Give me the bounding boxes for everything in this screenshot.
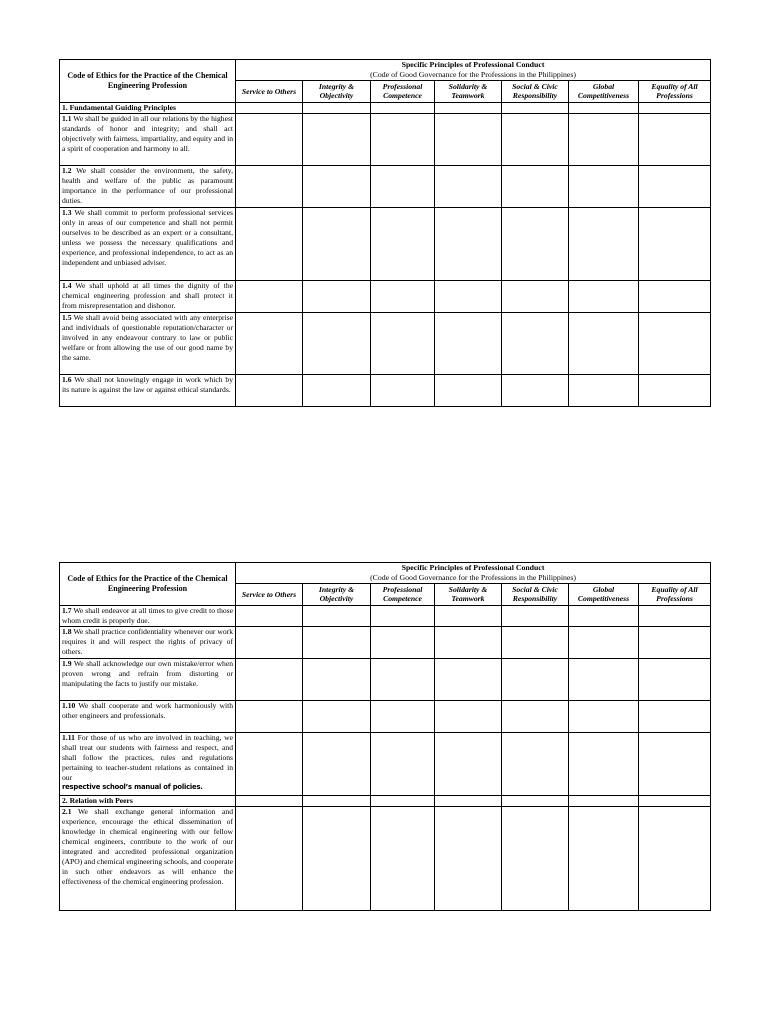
principle-number: 1.2 bbox=[62, 165, 72, 175]
checkbox-cell[interactable] bbox=[371, 207, 435, 280]
principle-cell bbox=[60, 732, 236, 795]
principle-cell bbox=[60, 605, 236, 626]
checkbox-cell[interactable] bbox=[569, 312, 639, 374]
column-header: Solidarity & Teamwork bbox=[435, 583, 502, 605]
checkbox-cell[interactable] bbox=[236, 700, 303, 732]
checkbox-cell[interactable] bbox=[639, 280, 711, 312]
principle-cell bbox=[60, 658, 236, 700]
checkbox-cell[interactable] bbox=[303, 113, 371, 165]
checkbox-cell[interactable] bbox=[236, 374, 303, 406]
checkbox-cell[interactable] bbox=[236, 732, 303, 795]
principle-number: 1.4 bbox=[62, 280, 72, 290]
checkbox-cell[interactable] bbox=[303, 207, 371, 280]
checkbox-cell[interactable] bbox=[303, 732, 371, 795]
checkbox-cell[interactable] bbox=[639, 312, 711, 374]
principle-text: We shall endeavor at all times to give credit to those whom credit is properly due. bbox=[62, 605, 234, 625]
ethics-table-2 bbox=[59, 562, 711, 911]
principle-number: 1.10 bbox=[62, 700, 76, 710]
checkbox-cell[interactable] bbox=[435, 700, 502, 732]
checkbox-cell[interactable] bbox=[502, 700, 569, 732]
principle-cell bbox=[60, 207, 236, 280]
column-header: Integrity & Objectivity bbox=[303, 583, 371, 605]
checkbox-cell[interactable] bbox=[236, 207, 303, 280]
checkbox-cell[interactable] bbox=[303, 626, 371, 658]
ethics-table-1 bbox=[59, 59, 711, 407]
principle-text: We shall uphold at all times the dignity of the chemical engineering profession and shall protect it from misrepresentation and dishonor. bbox=[62, 280, 234, 310]
checkbox-cell[interactable] bbox=[435, 165, 502, 207]
principle-text: We shall cooperate and work harmoniously with other engineers and professionals. bbox=[62, 700, 233, 720]
principle-cell bbox=[60, 312, 236, 374]
checkbox-cell[interactable] bbox=[371, 280, 435, 312]
checkbox-cell[interactable] bbox=[236, 113, 303, 165]
section-title: 1. Fundamental Guiding Principles bbox=[60, 102, 236, 113]
column-header: Integrity & Objectivity bbox=[303, 80, 371, 102]
principle-text: We shall exchange general information and experience, encourage the ethical dissemination of knowledge in chemical engineering with our fellow chemical engineers, contribute to the work of our integrated and accredited professional organization (APO) and chemical engineering schools, and cooperate in such other endeavors as will enhance the effectiveness of the chemical engineering profession. bbox=[62, 806, 234, 887]
checkbox-cell[interactable] bbox=[569, 605, 639, 626]
checkbox-cell[interactable] bbox=[502, 113, 569, 165]
checkbox-cell[interactable] bbox=[435, 280, 502, 312]
checkbox-cell[interactable] bbox=[569, 732, 639, 795]
checkbox-cell[interactable] bbox=[502, 732, 569, 795]
column-header: Social & Civic Responsibility bbox=[502, 80, 569, 102]
checkbox-cell[interactable] bbox=[435, 312, 502, 374]
column-header: Global Competitiveness bbox=[569, 80, 639, 102]
checkbox-cell[interactable] bbox=[435, 207, 502, 280]
principle-text: We shall practice confidentiality whenever our work requires it and will respect the rights of privacy of others. bbox=[62, 626, 234, 656]
principle-text: For those of us who are involved in teaching, we shall treat our students with fairness and respect, and shall follow the practices, rules and regulations pertaining to teacher-student relations as contained in our bbox=[62, 732, 233, 783]
checkbox-cell[interactable] bbox=[569, 165, 639, 207]
checkbox-cell[interactable] bbox=[639, 165, 711, 207]
checkbox-cell[interactable] bbox=[435, 626, 502, 658]
principle-number: 1.5 bbox=[62, 312, 72, 322]
principle-cell bbox=[60, 165, 236, 207]
principle-cell bbox=[60, 700, 236, 732]
principle-cell bbox=[60, 280, 236, 312]
principle-number: 1.7 bbox=[62, 605, 72, 615]
principle-cell bbox=[60, 374, 236, 406]
principle-number: 1.1 bbox=[62, 113, 72, 123]
principles-subtitle: (Code of Good Governance for the Professions in the Philippines) bbox=[370, 572, 576, 582]
checkbox-cell[interactable] bbox=[303, 374, 371, 406]
column-header: Equality of All Professions bbox=[639, 80, 711, 102]
checkbox-cell[interactable] bbox=[236, 605, 303, 626]
column-header: Global Competitiveness bbox=[569, 583, 639, 605]
column-header: Service to Others bbox=[236, 80, 303, 102]
principles-title: Specific Principles of Professional Conduct bbox=[401, 563, 545, 572]
checkbox-cell[interactable] bbox=[371, 113, 435, 165]
checkbox-cell[interactable] bbox=[502, 374, 569, 406]
checkbox-cell[interactable] bbox=[236, 626, 303, 658]
principles-title: Specific Principles of Professional Conduct bbox=[401, 60, 545, 69]
column-header: Equality of All Professions bbox=[639, 583, 711, 605]
checkbox-cell[interactable] bbox=[303, 806, 371, 910]
checkbox-cell[interactable] bbox=[569, 113, 639, 165]
principle-number: 1.8 bbox=[62, 626, 72, 636]
checkbox-cell[interactable] bbox=[639, 732, 711, 795]
checkbox-cell[interactable] bbox=[502, 165, 569, 207]
checkbox-cell[interactable] bbox=[569, 700, 639, 732]
principle-number: 1.3 bbox=[62, 207, 72, 217]
checkbox-cell[interactable] bbox=[435, 605, 502, 626]
checkbox-cell[interactable] bbox=[371, 732, 435, 795]
checkbox-cell[interactable] bbox=[502, 626, 569, 658]
checkbox-cell[interactable] bbox=[569, 207, 639, 280]
checkbox-cell[interactable] bbox=[236, 658, 303, 700]
checkbox-cell[interactable] bbox=[639, 605, 711, 626]
checkbox-cell[interactable] bbox=[435, 732, 502, 795]
checkbox-cell[interactable] bbox=[569, 806, 639, 910]
checkbox-cell[interactable] bbox=[236, 806, 303, 910]
checkbox-cell[interactable] bbox=[303, 700, 371, 732]
principle-cell bbox=[60, 806, 236, 910]
checkbox-cell[interactable] bbox=[371, 806, 435, 910]
principle-text: We shall commit to perform professional services only in areas of our competence and shall not permit ourselves to be described as an expert or a consultant, unless we possess the necessary qualifications and experience, and professional independence, to act as an independent and unbiased adviser. bbox=[62, 207, 233, 268]
section-title: 2. Relation with Peers bbox=[60, 795, 236, 806]
checkbox-cell[interactable] bbox=[435, 806, 502, 910]
column-header: Professional Competence bbox=[371, 583, 435, 605]
principle-text: We shall avoid being associated with any enterprise and individuals of questionable reputation/character or involved in any endeavour contrary to law or public welfare or from allowing the use of our good name by the same. bbox=[62, 312, 233, 363]
checkbox-cell[interactable] bbox=[639, 374, 711, 406]
column-header: Professional Competence bbox=[371, 80, 435, 102]
checkbox-cell[interactable] bbox=[639, 113, 711, 165]
checkbox-cell[interactable] bbox=[569, 280, 639, 312]
checkbox-cell[interactable] bbox=[371, 312, 435, 374]
principles-heading bbox=[236, 60, 711, 81]
checkbox-cell[interactable] bbox=[371, 700, 435, 732]
principle-text: We shall acknowledge our own mistake/error when proven wrong and refrain from distorting or manipulating the facts to justify our mistake. bbox=[62, 658, 234, 688]
checkbox-cell[interactable] bbox=[435, 374, 502, 406]
principle-cell bbox=[60, 113, 236, 165]
checkbox-cell[interactable] bbox=[639, 806, 711, 910]
checkbox-cell[interactable] bbox=[569, 658, 639, 700]
checkbox-cell[interactable] bbox=[502, 207, 569, 280]
checkbox-cell[interactable] bbox=[303, 605, 371, 626]
principle-text: We shall be guided in all our relations by the highest standards of honor and integrity; and shall act objectively with fairness, impartiality, and equity and in a spirit of cooperation and harmony to all. bbox=[62, 113, 234, 153]
checkbox-cell[interactable] bbox=[303, 280, 371, 312]
checkbox-cell[interactable] bbox=[502, 312, 569, 374]
checkbox-cell[interactable] bbox=[639, 626, 711, 658]
checkbox-cell[interactable] bbox=[236, 165, 303, 207]
principle-number: 1.11 bbox=[62, 732, 75, 742]
table-title: Code of Ethics for the Practice of the Chemical Engineering Profession bbox=[60, 563, 236, 606]
checkbox-cell[interactable] bbox=[371, 626, 435, 658]
checkbox-cell[interactable] bbox=[303, 658, 371, 700]
principles-subtitle: (Code of Good Governance for the Professions in the Philippines) bbox=[370, 69, 576, 79]
principle-text: We shall consider the environment, the safety, health and welfare of the public as paramount importance in the performance of our professional duties. bbox=[62, 165, 233, 205]
checkbox-cell[interactable] bbox=[435, 113, 502, 165]
checkbox-cell[interactable] bbox=[236, 280, 303, 312]
checkbox-cell[interactable] bbox=[371, 165, 435, 207]
principle-number: 1.9 bbox=[62, 658, 72, 668]
checkbox-cell[interactable] bbox=[303, 312, 371, 374]
principle-cell bbox=[60, 626, 236, 658]
principle-text: We shall not knowingly engage in work which by its nature is against the law or against ethical standards. bbox=[62, 374, 233, 394]
checkbox-cell[interactable] bbox=[435, 658, 502, 700]
principle-text-tail: respective school’s manual of policies. bbox=[62, 783, 203, 792]
principle-number: 2.1 bbox=[62, 806, 72, 816]
checkbox-cell[interactable] bbox=[502, 806, 569, 910]
checkbox-cell[interactable] bbox=[502, 605, 569, 626]
column-header: Service to Others bbox=[236, 583, 303, 605]
checkbox-cell[interactable] bbox=[502, 658, 569, 700]
principles-heading bbox=[236, 563, 711, 584]
checkbox-cell[interactable] bbox=[639, 658, 711, 700]
checkbox-cell[interactable] bbox=[502, 280, 569, 312]
column-header: Solidarity & Teamwork bbox=[435, 80, 502, 102]
checkbox-cell[interactable] bbox=[371, 374, 435, 406]
checkbox-cell[interactable] bbox=[303, 165, 371, 207]
checkbox-cell[interactable] bbox=[639, 700, 711, 732]
checkbox-cell[interactable] bbox=[569, 626, 639, 658]
checkbox-cell[interactable] bbox=[569, 374, 639, 406]
table-title: Code of Ethics for the Practice of the Chemical Engineering Profession bbox=[60, 60, 236, 103]
checkbox-cell[interactable] bbox=[639, 207, 711, 280]
checkbox-cell[interactable] bbox=[371, 658, 435, 700]
checkbox-cell[interactable] bbox=[371, 605, 435, 626]
checkbox-cell[interactable] bbox=[236, 312, 303, 374]
column-header: Social & Civic Responsibility bbox=[502, 583, 569, 605]
principle-number: 1.6 bbox=[62, 374, 72, 384]
